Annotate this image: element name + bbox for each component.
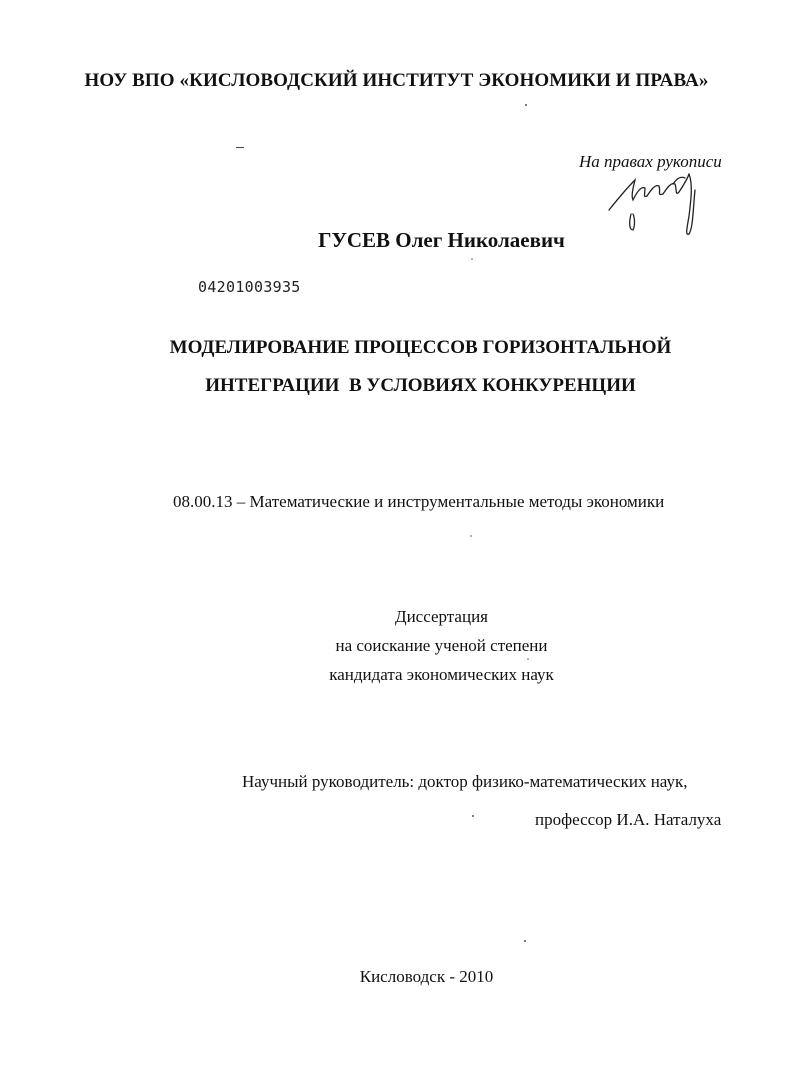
thesis-title-line-2: ИНТЕГРАЦИИ В УСЛОВИЯХ КОНКУРЕНЦИИ [205, 375, 636, 396]
scan-speck [527, 658, 529, 660]
specialty-code: 08.00.13 – Математические и инструментальные методы экономики [173, 492, 665, 511]
advisor-line-1: Научный руководитель: доктор физико-математических наук, [242, 772, 688, 791]
degree-line-2: кандидата экономических наук [329, 665, 554, 684]
scan-speck [472, 815, 474, 817]
author-name: ГУСЕВ Олег Николаевич [318, 228, 565, 252]
rights-note: На правах рукописи [579, 152, 722, 171]
registration-code: 04201003935 [198, 278, 301, 296]
city-year: Кисловодск - 2010 [359, 967, 494, 986]
scan-speck [470, 535, 472, 537]
institution-name: НОУ ВПО «КИСЛОВОДСКИЙ ИНСТИТУТ ЭКОНОМИКИ И ПРАВА» [84, 70, 709, 91]
scan-mark [236, 147, 244, 148]
scan-speck [524, 940, 526, 942]
work-type: Диссертация [394, 607, 488, 626]
scan-speck [471, 258, 473, 260]
degree-line-1: на соискание ученой степени [335, 636, 548, 655]
advisor-line-2: профессор И.А. Наталуха [535, 810, 722, 829]
scan-speck [525, 104, 527, 106]
thesis-title-line-1: МОДЕЛИРОВАНИЕ ПРОЦЕССОВ ГОРИЗОНТАЛЬНОЙ [169, 337, 672, 358]
